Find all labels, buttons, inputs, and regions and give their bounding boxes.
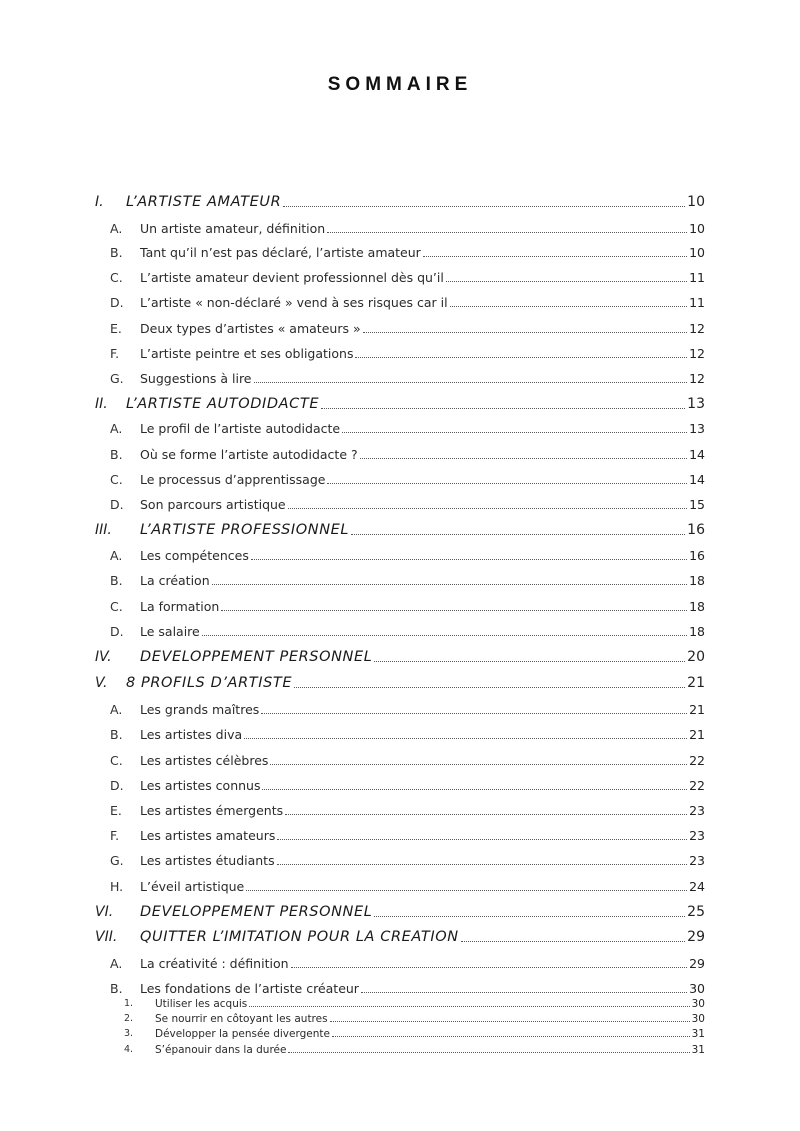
toc-entry-label: La création	[140, 573, 210, 588]
dot-leader	[355, 357, 687, 358]
dot-leader	[374, 916, 685, 917]
toc-entry-number: H.	[110, 879, 124, 894]
dot-leader	[277, 839, 687, 840]
toc-entry-page: 13	[689, 421, 705, 436]
toc-entry-label: Où se forme l’artiste autodidacte ?	[140, 447, 358, 462]
dot-leader	[374, 661, 685, 662]
toc-entry-number: C.	[110, 753, 123, 768]
toc-entry-label: S’épanouir dans la durée	[155, 1044, 287, 1056]
toc-entry-number: C.	[110, 472, 123, 487]
dot-leader	[285, 814, 687, 815]
toc-entry-number: D.	[110, 624, 124, 639]
toc-entry-page: 18	[689, 624, 705, 639]
toc-entry-label: Les artistes connus	[140, 778, 261, 793]
toc-entry-label: DEVELOPPEMENT PERSONNEL	[140, 649, 373, 665]
toc-entry-page: 10	[689, 221, 705, 236]
page-title: SOMMAIRE	[327, 74, 473, 95]
toc-entry-page: 31	[691, 1044, 705, 1056]
toc-entry-number: B.	[110, 981, 123, 996]
toc-entry-label: Les artistes amateurs	[140, 828, 276, 843]
toc-entry-page: 21	[689, 702, 705, 717]
toc-entry-page: 11	[689, 270, 705, 285]
toc-entry-label: Le processus d’apprentissage	[140, 472, 326, 487]
dot-leader	[360, 458, 687, 459]
toc-entry-label: L’artiste amateur devient professionnel dès qu’il	[140, 270, 444, 285]
toc-entry-page: 12	[689, 371, 705, 386]
dot-leader	[450, 306, 687, 307]
toc-entry-label: Un artiste amateur, définition	[140, 221, 326, 236]
toc-entry-number: G.	[110, 371, 124, 386]
toc-entry-label: Les compétences	[140, 548, 249, 563]
toc-entry-number: III.	[95, 522, 112, 538]
toc-entry-label: Les artistes émergents	[140, 803, 284, 818]
dot-leader	[321, 408, 685, 409]
toc-entry-number: E.	[110, 803, 122, 818]
toc-entry-page: 13	[687, 396, 705, 412]
toc-entry-label: Son parcours artistique	[140, 497, 286, 512]
dot-leader	[254, 382, 687, 383]
dot-leader	[202, 635, 687, 636]
toc-entry-page: 11	[689, 295, 705, 310]
toc-entry-number: 4.	[124, 1044, 134, 1055]
toc-entry-page: 16	[687, 522, 705, 538]
toc-entry-label: La créativité : définition	[140, 956, 289, 971]
toc-entry-number: C.	[110, 270, 123, 285]
toc-entry-number: E.	[110, 321, 122, 336]
toc-entry-number: A.	[110, 421, 123, 436]
dot-leader	[246, 890, 687, 891]
toc-entry-page: 12	[689, 346, 705, 361]
dot-leader	[332, 1036, 690, 1037]
toc-entry-number: VII.	[95, 929, 118, 945]
dot-leader	[249, 1006, 690, 1007]
toc-entry-page: 15	[689, 497, 705, 512]
toc-entry-page: 23	[689, 803, 705, 818]
toc-entry-label: L’ARTISTE PROFESSIONNEL	[140, 522, 350, 538]
toc-entry-label: L’artiste peintre et ses obligations	[140, 346, 354, 361]
toc-entry-number: D.	[110, 497, 124, 512]
toc-entry-number: A.	[110, 702, 123, 717]
toc-entry-page: 10	[687, 194, 705, 210]
toc-entry-number: A.	[110, 956, 123, 971]
dot-leader	[277, 864, 687, 865]
dot-leader	[327, 483, 687, 484]
dot-leader	[221, 610, 687, 611]
toc-entry-page: 14	[689, 472, 705, 487]
toc-entry-page: 18	[689, 573, 705, 588]
toc-entry-label: Les artistes diva	[140, 727, 243, 742]
toc-entry-label: 8 PROFILS D’ARTISTE	[126, 675, 293, 691]
toc-entry-page: 22	[689, 778, 705, 793]
toc-entry-label: Les artistes célèbres	[140, 753, 269, 768]
dot-leader	[361, 992, 687, 993]
toc-entry-label: Développer la pensée divergente	[155, 1028, 330, 1040]
toc-entry-number: B.	[110, 245, 123, 260]
toc-entry-page: 23	[689, 853, 705, 868]
toc-entry-number: F.	[110, 346, 120, 361]
toc-entry-number: D.	[110, 295, 124, 310]
dot-leader	[461, 941, 685, 942]
toc-entry-label: L’artiste « non-déclaré » vend à ses risques car il	[140, 295, 448, 310]
toc-entry-page: 21	[687, 675, 705, 691]
toc-entry-label: Le salaire	[140, 624, 200, 639]
dot-leader	[270, 764, 687, 765]
dot-leader	[288, 508, 687, 509]
toc-entry-label: Tant qu’il n’est pas déclaré, l’artiste amateur	[140, 245, 421, 260]
dot-leader	[351, 534, 685, 535]
toc-entry-page: 22	[689, 753, 705, 768]
toc-entry-label: Utiliser les acquis	[155, 998, 248, 1010]
toc-entry-label: Se nourrir en côtoyant les autres	[155, 1013, 328, 1025]
toc-entry-page: 23	[689, 828, 705, 843]
toc-entry-page: 30	[689, 981, 705, 996]
toc-entry-label: L’ARTISTE AMATEUR	[126, 194, 282, 210]
toc-entry-page: 12	[689, 321, 705, 336]
toc-entry-page: 31	[691, 1028, 705, 1040]
dot-leader	[363, 332, 687, 333]
toc-entry-page: 30	[691, 998, 705, 1010]
toc-entry-number: F.	[110, 828, 120, 843]
toc-entry-page: 25	[687, 904, 705, 920]
toc-entry-number: B.	[110, 573, 123, 588]
toc-entry-page: 21	[689, 727, 705, 742]
dot-leader	[330, 1021, 690, 1022]
toc-entry-page: 24	[689, 879, 705, 894]
dot-leader	[446, 281, 687, 282]
toc-entry-number: A.	[110, 221, 123, 236]
toc-entry-number: IV.	[95, 649, 112, 665]
dot-leader	[288, 1052, 690, 1053]
toc-entry-label: Le profil de l’artiste autodidacte	[140, 421, 341, 436]
toc-entry-number: C.	[110, 599, 123, 614]
toc-entry-page: 16	[689, 548, 705, 563]
dot-leader	[283, 206, 685, 207]
toc-entry-number: VI.	[95, 904, 114, 920]
toc-entry-number: G.	[110, 853, 124, 868]
dot-leader	[262, 789, 687, 790]
toc-entry-number: 1.	[124, 998, 134, 1009]
toc-entry-page: 18	[689, 599, 705, 614]
dot-leader	[294, 687, 685, 688]
toc-entry-label: Les fondations de l’artiste créateur	[140, 981, 359, 996]
toc-entry-label: Deux types d’artistes « amateurs »	[140, 321, 361, 336]
toc-entry-number: II.	[95, 396, 108, 412]
toc-entry-label: Les artistes étudiants	[140, 853, 275, 868]
toc-entry-number: B.	[110, 447, 123, 462]
toc-entry-label: Les grands maîtres	[140, 702, 260, 717]
dot-leader	[251, 559, 687, 560]
dot-leader	[212, 584, 687, 585]
toc-entry-page: 14	[689, 447, 705, 462]
dot-leader	[327, 232, 687, 233]
toc-entry-number: D.	[110, 778, 124, 793]
toc-entry-page: 30	[691, 1013, 705, 1025]
toc-entry-label: La formation	[140, 599, 220, 614]
dot-leader	[244, 738, 687, 739]
dot-leader	[261, 713, 687, 714]
toc-entry-number: 3.	[124, 1028, 134, 1039]
toc-entry-page: 29	[689, 956, 705, 971]
toc-entry-label: DEVELOPPEMENT PERSONNEL	[140, 904, 373, 920]
toc-entry-label: L’ARTISTE AUTODIDACTE	[126, 396, 320, 412]
toc-entry-number: V.	[95, 675, 108, 691]
toc-entry-page: 29	[687, 929, 705, 945]
toc-entry-number: B.	[110, 727, 123, 742]
toc-entry-label: QUITTER L’IMITATION POUR LA CREATION	[140, 929, 459, 945]
toc-entry-label: L’éveil artistique	[140, 879, 245, 894]
toc-entry-number: A.	[110, 548, 123, 563]
toc-entry-label: Suggestions à lire	[140, 371, 252, 386]
dot-leader	[291, 967, 687, 968]
dot-leader	[342, 432, 687, 433]
toc-entry-number: I.	[95, 194, 104, 210]
toc-entry-page: 20	[687, 649, 705, 665]
toc-entry-number: 2.	[124, 1013, 134, 1024]
dot-leader	[423, 256, 687, 257]
toc-entry-page: 10	[689, 245, 705, 260]
